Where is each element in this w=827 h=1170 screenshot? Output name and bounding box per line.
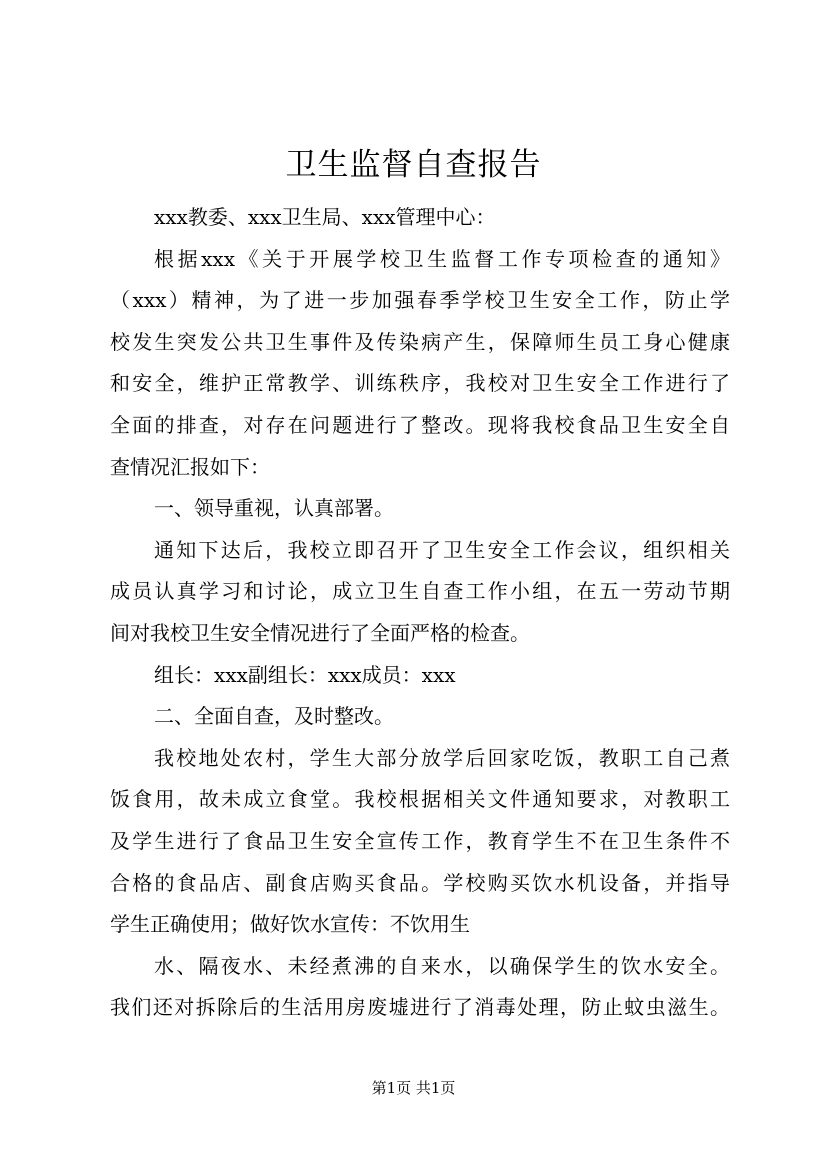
text-line: 及学生进行了食品卫生安全宣传工作，教育学生不在卫生条件不 [110,828,730,853]
text-line: 间对我校卫生安全情况进行了全面严格的检查。 [110,620,530,645]
text-line: 组长：xxx副组长：xxx成员：xxx [154,662,456,687]
text-line: 我校地处农村，学生大部分放学后回家吃饭，教职工自己煮 [154,745,730,770]
text-line: 查情况汇报如下： [110,454,270,479]
text-line: 根据xxx《关于开展学校卫生监督工作专项检查的通知》 [154,246,730,271]
text-line: （xxx）精神，为了进一步加强春季学校卫生安全工作，防止学 [110,288,730,313]
text-line: 全面的排查，对存在问题进行了整改。现将我校食品卫生安全自 [110,412,730,437]
text-line: 二、全面自查，及时整改。 [154,704,394,729]
text-line: 一、领导重视，认真部署。 [154,496,394,521]
text-line: xxx教委、xxx卫生局、xxx管理中心： [154,205,496,229]
text-line: 成员认真学习和讨论，成立卫生自查工作小组，在五一劳动节期 [110,579,730,604]
text-line: 学生正确使用；做好饮水宣传：不饮用生 [110,912,470,937]
text-line: 校发生突发公共卫生事件及传染病产生，保障师生员工身心健康 [110,329,730,354]
page-footer: 第1页 共1页 [371,1079,456,1097]
text-line: 合格的食品店、副食店购买食品。学校购买饮水机设备，并指导 [110,870,730,895]
document-title: 卫生监督自查报告 [285,147,542,183]
text-line: 通知下达后，我校立即召开了卫生安全工作会议，组织相关 [154,537,730,562]
text-line: 饭食用，故未成立食堂。我校根据相关文件通知要求，对教职工 [110,787,730,812]
text-line: 水、隔夜水、未经煮沸的自来水，以确保学生的饮水安全。 [154,953,730,978]
text-line: 我们还对拆除后的生活用房废墟进行了消毒处理，防止蚊虫滋生。 [110,995,730,1020]
document-body [110,197,730,1029]
text-line: 和安全，维护正常教学、训练秩序，我校对卫生安全工作进行了 [110,371,730,396]
